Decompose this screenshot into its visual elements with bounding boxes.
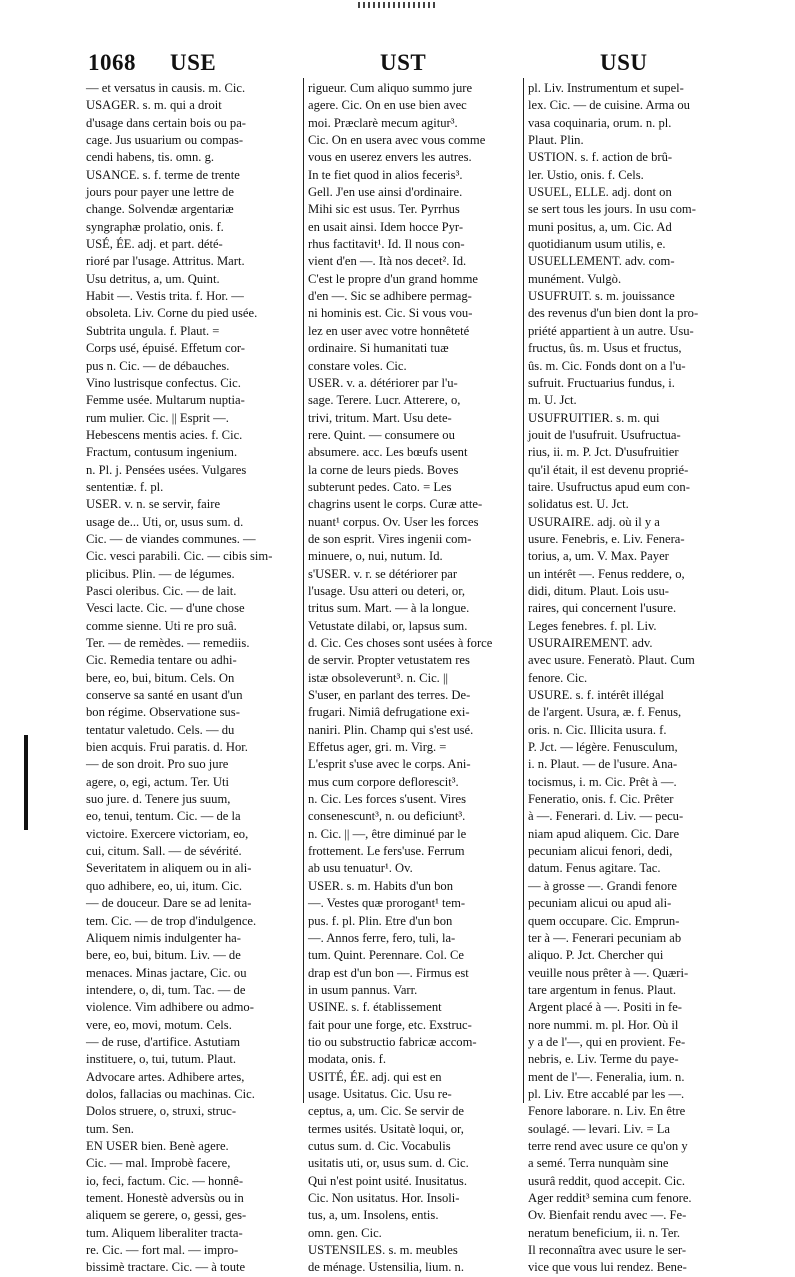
entry-line: syngraphæ prolatio, onis. f.: [86, 219, 224, 234]
entry-line: change. Solvendæ argentariæ: [86, 202, 234, 217]
entry-line: omn. gen. Cic.: [308, 1225, 382, 1240]
entry-line: tus, a, um. Insolens, entis.: [308, 1208, 439, 1223]
entry-line: de servir. Propter vetustatem res: [308, 653, 470, 668]
entry-line: USURAIREMENT. adv.: [528, 636, 653, 650]
entry-line: USTENSILES. s. m. meubles: [308, 1243, 458, 1258]
entry-line: priété appartient à un autre. Usu-: [528, 323, 694, 338]
entry-line: io, feci, factum. Cic. — honnê-: [86, 1173, 244, 1188]
entry-line: violence. Vim adhibere ou admo-: [86, 1000, 254, 1015]
entry-line: USÉ, ÉE. adj. et part. dété-: [86, 237, 223, 252]
entry-line: S'user, en parlant des terres. De-: [308, 688, 471, 703]
entry-line: agere, o, egi, actum. Ter. Uti: [86, 774, 229, 789]
entry-line: victoire. Exercere victoriam, eo,: [86, 826, 249, 841]
entry-line: tare argentum in fenus. Plaut.: [528, 982, 677, 997]
entry-line: Cic. On en usera avec vous comme: [308, 133, 486, 148]
entry-line: ler. Ustio, onis. f. Cels.: [528, 167, 644, 182]
top-scan-marks: [0, 0, 795, 12]
entry-line: suo jure. d. Tenere jus suum,: [86, 792, 231, 807]
entry-line: didi, ditum. Plaut. Lois usu-: [528, 583, 669, 598]
entry-line: pl. Liv. Instrumentum et supel-: [528, 81, 684, 95]
entry-line: Mihi sic est usus. Ter. Pyrrhus: [308, 202, 460, 217]
entry-line: eo, tenui, tentum. Cic. — de la: [86, 809, 241, 824]
entry-line: rere. Quint. — consumere ou: [308, 427, 455, 442]
entry-line: usitatis uti, or, usus sum. d. Cic.: [308, 1156, 469, 1171]
entry-line: USANCE. s. f. terme de trente: [86, 167, 240, 182]
entry-line: Fractum, contusum ingenium.: [86, 445, 238, 460]
entry-line: des revenus d'un bien dont la pro-: [528, 306, 699, 321]
entry-line: quotidianum usum utilis, e.: [528, 237, 666, 252]
entry-line: pl. Liv. Etre accablé par les —.: [528, 1086, 685, 1101]
entry-line: oris. n. Cic. Illicita usura. f.: [528, 722, 667, 737]
entry-line: conserve sa santé en usant d'un: [86, 688, 243, 703]
entry-line: terre rend avec usure ce qu'on y: [528, 1138, 688, 1153]
entry-line: ter à —. Fenerari pecuniam ab: [528, 930, 682, 945]
entry-line: i. n. Plaut. — de l'usure. Ana-: [528, 757, 678, 772]
entry-line: Qui n'est point usité. Inusitatus.: [308, 1173, 467, 1188]
entry-line: USUFRUIT. s. m. jouissance: [528, 289, 675, 304]
entry-line: de ménage. Ustensilia, lium. n.: [308, 1260, 464, 1275]
entry-line: Leges fenebres. f. pl. Liv.: [528, 618, 657, 633]
entry-line: ûs. m. Cic. Fonds dont on a l'u-: [528, 358, 686, 373]
entry-line: intendere, o, di, tum. Tac. — de: [86, 982, 246, 997]
entry-line: USURE. s. f. intérêt illégal: [528, 688, 665, 703]
entry-line: Hebescens mentis acies. f. Cic.: [86, 427, 243, 442]
entry-line: istæ obsoleverunt³. n. Cic. ||: [308, 670, 448, 685]
entry-line: qu'il était, il est devenu proprié-: [528, 462, 689, 477]
entry-line: vient d'en —. Ità nos decet². Id.: [308, 254, 467, 269]
entry-line: re. Cic. — fort mal. — impro-: [86, 1243, 239, 1258]
page-number: 1068: [88, 50, 136, 75]
entry-line: USITÉ, ÉE. adj. qui est en: [308, 1069, 442, 1084]
entry-line: Aliquem nimis indulgenter ha-: [86, 930, 241, 945]
entry-line: mus cum corpore deflorescit³.: [308, 774, 459, 789]
entry-line: bien acquis. Frui paratis. d. Hor.: [86, 740, 248, 755]
entry-line: Advocare artes. Adhibere artes,: [86, 1069, 245, 1084]
entry-line: tocismus, i. m. Cic. Prêt à —.: [528, 774, 677, 789]
entry-line: sage. Terere. Lucr. Atterere, o,: [308, 393, 461, 408]
entry-line: C'est le propre d'un grand homme: [308, 271, 478, 286]
entry-line: plicibus. Plin. — de légumes.: [86, 566, 235, 581]
entry-line: en usait ainsi. Idem hocce Pyr-: [308, 219, 464, 234]
entry-line: bon régime. Observatione sus-: [86, 705, 240, 720]
entry-line: rioré par l'usage. Attritus. Mart.: [86, 254, 245, 269]
entry-line: nuant¹ corpus. Ov. User les forces: [308, 514, 479, 529]
entry-line: neratum beneficium, ii. n. Ter.: [528, 1225, 681, 1240]
entry-line: ni hominis est. Cic. Si vous vou-: [308, 306, 473, 321]
column-right: [528, 80, 742, 1275]
entry-line: instituere, o, tui, tutum. Plaut.: [86, 1052, 237, 1067]
entry-line: n. Cic. Les forces s'usent. Vires: [308, 792, 466, 807]
entry-line: fructus, ûs. m. Usus et fructus,: [528, 341, 682, 356]
entry-line: de son esprit. Vires ingenii com-: [308, 531, 472, 546]
entry-line: Pasci oleribus. Cic. — de lait.: [86, 583, 237, 598]
entry-line: L'esprit s'use avec le corps. Ani-: [308, 757, 471, 772]
entry-line: Argent placé à —. Positi in fe-: [528, 1000, 683, 1015]
entry-line: n. Cic. || —, être diminué par le: [308, 826, 467, 841]
entry-line: Plaut. Plin.: [528, 133, 584, 148]
entry-line: Gell. J'en use ainsi d'ordinaire.: [308, 185, 463, 200]
entry-line: tement. Honestè adversùs ou in: [86, 1191, 244, 1205]
entry-line: nore nummi. m. pl. Hor. Où il: [528, 1017, 679, 1032]
entry-line: torius, a, um. V. Max. Payer: [528, 549, 669, 564]
right-running-head: USU: [600, 50, 648, 75]
entry-line: Femme usée. Multarum nuptia-: [86, 393, 245, 408]
entry-line: raires, qui concernent l'usure.: [528, 601, 677, 616]
entry-line: consenescunt³, n. ou deficiunt³.: [308, 809, 466, 824]
entry-line: d'usage dans certain bois ou pa-: [86, 115, 246, 130]
entry-line: jouit de l'usufruit. Usufructua-: [528, 427, 681, 442]
entry-line: rius, ii. m. P. Jct. D'usufruitier: [528, 445, 679, 460]
entry-line: datum. Fenus agitare. Tac.: [528, 861, 661, 876]
entry-line: —. Annos ferre, fero, tuli, la-: [308, 930, 456, 945]
entry-line: fenore. Cic.: [528, 670, 588, 685]
entry-line: usage. Usitatus. Cic. Usu re-: [308, 1086, 452, 1101]
entry-line: Vino lustrisque confectus. Cic.: [86, 375, 241, 390]
entry-line: pecuniam alicui fenori, dedi,: [528, 844, 673, 859]
entry-line: USUELLEMENT. adv. com-: [528, 254, 675, 269]
entry-line: sufruit. Fructuarius fundus, i.: [528, 375, 675, 390]
left-running-head: USE: [170, 50, 217, 75]
entry-line: sententiæ. f. pl.: [86, 479, 164, 494]
column-middle: [308, 80, 518, 1275]
entry-line: vous en userez envers les autres.: [308, 150, 472, 165]
entry-line: Fenore laborare. n. Liv. En être: [528, 1104, 686, 1119]
entry-line: — de son droit. Pro suo jure: [86, 757, 229, 772]
entry-line: bere, eo, bui, bitum. Liv. — de: [86, 948, 241, 963]
entry-line: niam apud aliquem. Cic. Dare: [528, 826, 680, 841]
column-rule-left: [303, 78, 304, 1103]
entry-line: subterunt pedes. Cato. = Les: [308, 479, 452, 494]
entry-line: Vesci lacte. Cic. — d'une chose: [86, 601, 245, 616]
entry-line: ment de l'—. Feneralia, ium. n.: [528, 1069, 685, 1084]
entry-line: vere, eo, movi, motum. Cels.: [86, 1017, 232, 1032]
entry-line: veuille nous prêter à —. Quæri-: [528, 965, 689, 980]
entry-line: rum mulier. Cic. || Esprit —.: [86, 410, 229, 425]
entry-line: un intérêt —. Fenus reddere, o,: [528, 566, 685, 581]
margin-mark: [24, 735, 28, 830]
entry-line: cendi habens, tis. omn. g.: [86, 150, 215, 165]
entry-line: minuere, o, nui, nutum. Id.: [308, 549, 443, 564]
entry-line: usure. Fenebris, e. Liv. Fenera-: [528, 531, 685, 546]
entry-line: Ov. Bienfait rendu avec —. Fe-: [528, 1208, 687, 1223]
entry-line: USER. s. m. Habits d'un bon: [308, 878, 454, 893]
entry-line: Dolos struere, o, struxi, struc-: [86, 1104, 237, 1119]
entry-line: lez en user avec votre honnêteté: [308, 323, 470, 338]
entry-line: tum. Sen.: [86, 1121, 134, 1136]
entry-line: dolos, fallacias ou machinas. Cic.: [86, 1086, 255, 1101]
entry-line: agere. Cic. On en use bien avec: [308, 98, 467, 113]
entry-line: avec usure. Feneratò. Plaut. Cum: [528, 653, 695, 668]
entry-line: USTION. s. f. action de brû-: [528, 150, 673, 165]
entry-line: bissimè tractare. Cic. — à toute: [86, 1260, 246, 1275]
entry-line: vice que vous lui rendez. Bene-: [528, 1260, 687, 1275]
entry-line: USURAIRE. adj. où il y a: [528, 514, 660, 529]
entry-line: tentatur valetudo. Cels. — du: [86, 722, 235, 737]
entry-line: Ager reddit³ semina cum fenore.: [528, 1191, 692, 1205]
entry-line: soulagé. — levari. Liv. = La: [528, 1121, 670, 1136]
entry-line: rigueur. Cum aliquo summo jure: [308, 81, 473, 95]
entry-line: Cic. Remedia tentare ou adhi-: [86, 653, 237, 668]
entry-line: d. Cic. Ces choses sont usées à force: [308, 636, 493, 650]
entry-line: USUFRUITIER. s. m. qui: [528, 410, 660, 425]
entry-line: ab usu tenuatur¹. Ov.: [308, 861, 413, 876]
entry-line: la corne de leurs pieds. Boves: [308, 462, 459, 477]
entry-line: USER. v. a. détériorer par l'u-: [308, 375, 458, 390]
entry-line: Vetustate dilabi, or, lapsus sum.: [308, 618, 468, 633]
entry-line: — de ruse, d'artifice. Astutiam: [86, 1034, 241, 1049]
entry-line: menaces. Minas jactare, Cic. ou: [86, 965, 247, 980]
entry-line: ordinaire. Si humanitati tuæ: [308, 341, 449, 356]
entry-line: modata, onis. f.: [308, 1052, 386, 1067]
entry-line: m. U. Jct.: [528, 393, 577, 408]
entry-line: frugari. Nimiâ defrugatione exi-: [308, 705, 470, 720]
entry-line: Corps usé, épuisé. Effetum cor-: [86, 341, 245, 356]
entry-line: ceptus, a, um. Cic. Se servir de: [308, 1104, 464, 1119]
entry-line: se sert tous les jours. In usu com-: [528, 202, 696, 217]
entry-line: taire. Usufructus apud eum con-: [528, 479, 690, 494]
entry-line: chagrins usent le corps. Curæ atte-: [308, 497, 483, 512]
entry-line: — à grosse —. Grandi fenore: [528, 878, 677, 893]
entry-line: pecuniam alicui ou apud ali-: [528, 896, 672, 911]
entry-line: y a de l'—, qui en provient. Fe-: [528, 1034, 686, 1049]
entry-line: munément. Vulgò.: [528, 271, 622, 286]
entry-line: usurâ reddit, quod accepit. Cic.: [528, 1173, 686, 1188]
entry-line: quo adhibere, eo, ui, itum. Cic.: [86, 878, 242, 893]
entry-line: USER. v. n. se servir, faire: [86, 497, 221, 512]
entry-line: Subtrita ungula. f. Plaut. =: [86, 323, 220, 338]
entry-line: absumere. acc. Les bœufs usent: [308, 445, 468, 460]
entry-line: USUEL, ELLE. adj. dont on: [528, 185, 672, 200]
entry-line: d'en —. Sic se adhibere permag-: [308, 289, 472, 304]
entry-line: naniri. Plin. Champ qui s'est usé.: [308, 722, 474, 737]
entry-line: nebris, e. Liv. Terme du paye-: [528, 1052, 679, 1067]
entry-line: trivi, tritum. Mart. Usu dete-: [308, 410, 452, 425]
entry-line: pus. f. pl. Plin. Etre d'un bon: [308, 913, 453, 928]
entry-line: cage. Jus usuarium ou compas-: [86, 133, 244, 148]
entry-line: comme sienne. Uti re pro suâ.: [86, 618, 237, 633]
entry-line: muni positus, a, um. Cic. Ad: [528, 219, 672, 234]
column-left: [86, 80, 298, 1275]
entry-line: tum. Quint. Perennare. Col. Ce: [308, 948, 464, 963]
entry-line: aliquo. P. Jct. Chercher qui: [528, 948, 664, 963]
entry-line: usage de... Uti, or, usus sum. d.: [86, 514, 244, 529]
entry-line: Ter. — de remèdes. — remediis.: [86, 636, 250, 650]
entry-line: constare voles. Cic.: [308, 358, 407, 373]
entry-line: tio ou substructio fabricæ accom-: [308, 1034, 477, 1049]
entry-line: — et versatus in causis. m. Cic.: [86, 81, 246, 95]
entry-line: solidatus est. U. Jct.: [528, 497, 629, 512]
entry-line: bere, eo, bui, bitum. Cels. On: [86, 670, 235, 685]
entry-line: Habit —. Vestis trita. f. Hor. —: [86, 289, 244, 304]
entry-line: Feneratio, onis. f. Cic. Prêter: [528, 792, 674, 807]
entry-line: cutus sum. d. Cic. Vocabulis: [308, 1138, 451, 1153]
entry-line: tritus sum. Mart. — à la longue.: [308, 601, 470, 616]
entry-line: de l'argent. Usura, æ. f. Fenus,: [528, 705, 682, 720]
entry-line: Severitatem in aliquem ou in ali-: [86, 861, 252, 876]
entry-line: In te fiet quod in alios feceris³.: [308, 167, 463, 182]
entry-line: Cic. Non usitatus. Hor. Insoli-: [308, 1191, 460, 1205]
entry-line: Cic. — de viandes communes. —: [86, 531, 256, 546]
entry-line: —. Vestes quæ prorogant¹ tem-: [308, 896, 466, 911]
entry-line: Cic. — mal. Improbè facere,: [86, 1156, 231, 1171]
entry-line: — de douceur. Dare se ad lenita-: [86, 896, 252, 911]
entry-line: moi. Præclarè mecum agitur³.: [308, 115, 458, 130]
page-header: [0, 50, 795, 78]
entry-line: P. Jct. — légère. Fenusculum,: [528, 740, 678, 755]
entry-line: USINE. s. f. établissement: [308, 1000, 442, 1015]
entry-line: Il reconnaîtra avec usure le ser-: [528, 1243, 687, 1258]
entry-line: s'USER. v. r. se détériorer par: [308, 566, 458, 581]
entry-line: USAGER. s. m. qui a droit: [86, 98, 222, 113]
entry-line: pus n. Cic. — de débauches.: [86, 358, 230, 373]
entry-line: EN USER bien. Benè agere.: [86, 1138, 229, 1153]
entry-line: in usum pannus. Varr.: [308, 982, 418, 997]
entry-line: obsoleta. Liv. Corne du pied usée.: [86, 306, 258, 321]
entry-line: rhus factitavit¹. Id. Il nous con-: [308, 237, 465, 252]
entry-line: Usu detritus, a, um. Quint.: [86, 271, 220, 286]
entry-line: Cic. vesci parabili. Cic. — cibis sim-: [86, 549, 273, 564]
entry-line: frottement. Le fers'use. Ferrum: [308, 844, 465, 859]
entry-line: tem. Cic. — de trop d'indulgence.: [86, 913, 257, 928]
entry-line: termes usités. Usitatè loqui, or,: [308, 1121, 464, 1136]
entry-line: cui, citum. Sall. — de sévérité.: [86, 844, 242, 859]
entry-line: n. Pl. j. Pensées usées. Vulgares: [86, 462, 247, 477]
entry-line: l'usage. Usu atteri ou deteri, or,: [308, 583, 466, 598]
center-running-head: UST: [380, 50, 427, 75]
entry-line: quem occupare. Cic. Emprun-: [528, 913, 680, 928]
entry-line: fait pour une forge, etc. Exstruc-: [308, 1017, 472, 1032]
entry-line: Effetus ager, gri. m. Virg. =: [308, 740, 447, 755]
entry-line: jours pour payer une lettre de: [86, 185, 234, 200]
entry-line: vasa coquinaria, orum. n. pl.: [528, 115, 672, 130]
entry-line: a semé. Terra nunquàm sine: [528, 1156, 669, 1171]
entry-line: à —. Fenerari. d. Liv. — pecu-: [528, 809, 684, 824]
column-rule-right: [523, 78, 524, 1103]
entry-line: lex. Cic. — de cuisine. Arma ou: [528, 98, 690, 113]
entry-line: aliquem se gerere, o, gessi, ges-: [86, 1208, 247, 1223]
entry-line: drap est d'un bon —. Firmus est: [308, 965, 469, 980]
entry-line: tum. Aliquem liberaliter tracta-: [86, 1225, 243, 1240]
